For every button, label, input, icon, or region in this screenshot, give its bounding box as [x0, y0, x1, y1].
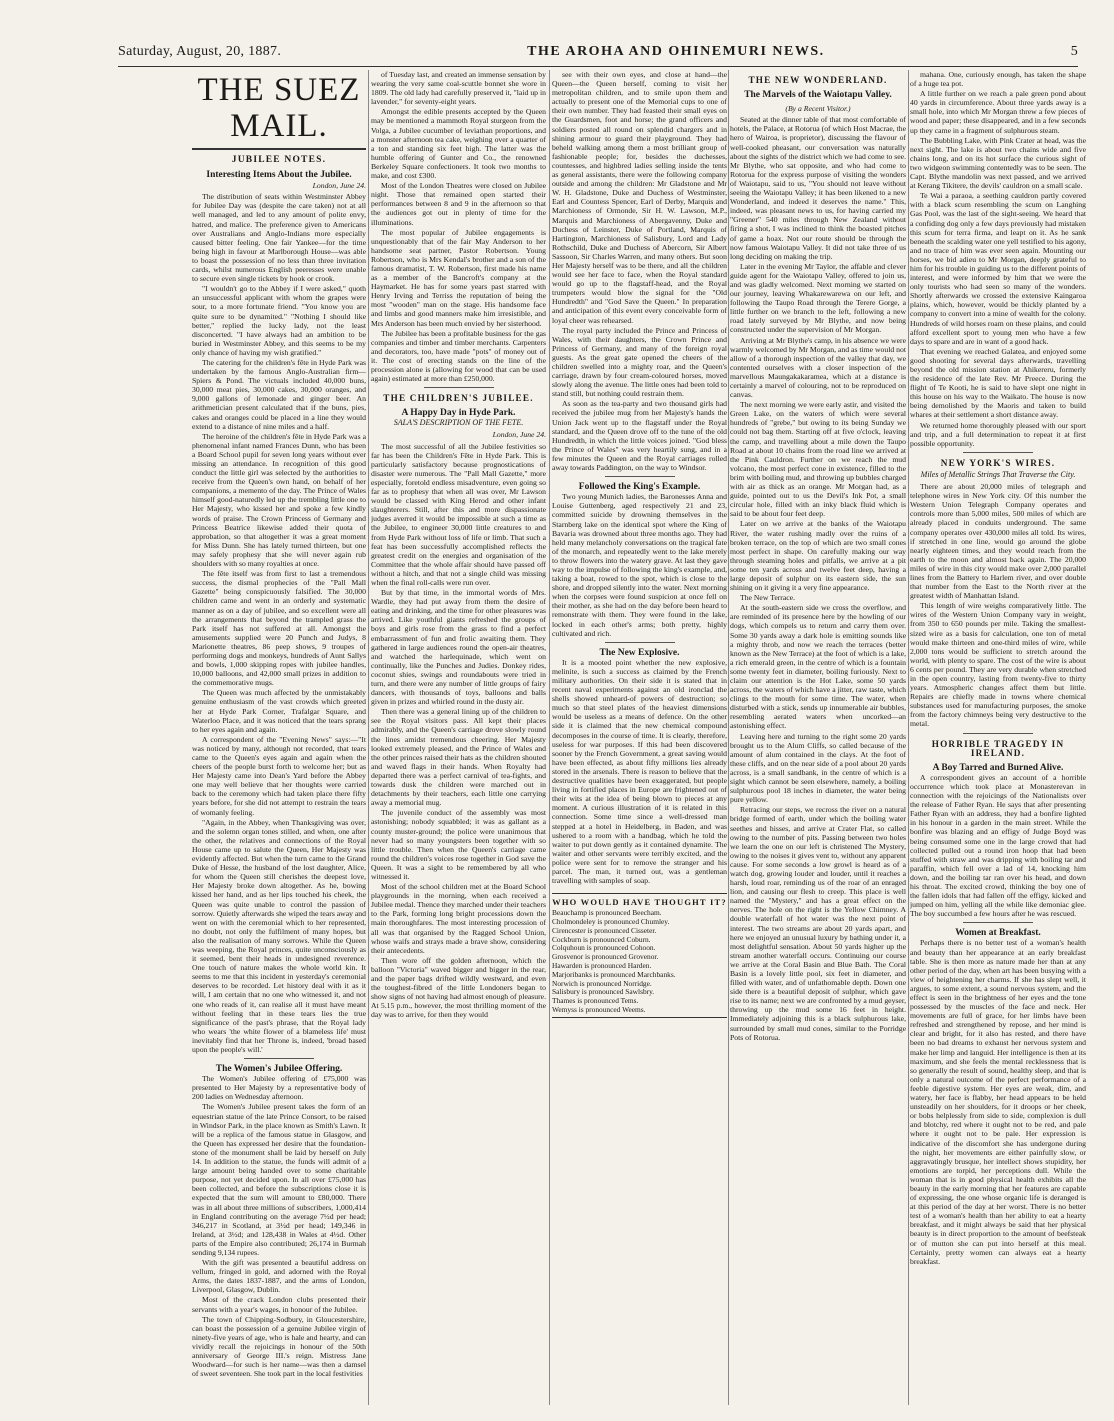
article-body — [910, 773, 1086, 919]
paragraph: Later on we arrive at the banks of the Waiotapu River, the water rushing madly over the ruins of a broken terrace, on the top of which are two small cones most perfect in shape. On carefully making our way through steaming holes and pitfalls, we arrive at a pit some ten yards across and twelve feet deep, having a large deposit of sulphur on its eastern side, the sun shining on it giving it a very fine appearance. — [730, 519, 906, 593]
article-title: THE CHILDREN'S JUBILEE. — [383, 393, 534, 404]
list-item: Cholmondeley is pronounced Chumley. — [552, 917, 670, 927]
article-byline: (By a Recent Visitor.) — [785, 104, 851, 114]
section-rule — [424, 387, 494, 388]
article-body — [552, 658, 727, 885]
paragraph: We returned home thoroughly pleased with our sport and trip, and a full determination to repeat it at first possible opportunity. — [910, 420, 1086, 448]
article-title: The Women's Jubilee Offering. — [215, 1064, 343, 1075]
list-item: Salisbury is pronounced Sawlsbry. — [552, 987, 655, 997]
paragraph: At the south-eastern side we cross the overflow, and are reminded of its presence here by the howling of our dogs, which compels us to return and carry them over. Some 30 yards away a dark hole is emitting sounds like a mighty throb, and now we reach the terraces (better known as the New Terrace) at the foot of which is a lake, a rich emerald green, in the centre of which is a fountain some twenty feet in diameter, boiling furiously. Next to claim our attention is the Hot Lake, some 50 yards across, the waters of which have a jitter, raw taste, which clings to the mouth for some time. The water, when disturbed with a stick, sends up innumerable air bubbles, resembling aerated waters when uncorked—an astonishing effect. — [730, 603, 906, 731]
paragraph: The most successful of all the Jubilee festivities so far has been the Children's Fête in Hyde Park. This is particularly satisfactory because prognostications of disaster were numerous. The "Pall Mall Gazette," more especially, foretold endless misadventure, even going so far as to prophesy that when all was over, Mr Lawson would be classed with King Herod and other infant slaughterers. Still, after this and more dispassionate judges averred it would be impossible at such a time as the Jubilee, to engineer 30,000 little creatures to and from Hyde Park without loss of life or limb. That such a feat has been successfully accomplished reflects the greatest credit on the energies and organisation of the Committee that the whole affair should have passed off without a hitch, and that not a single child was missing when the final roll-calls were run over. — [371, 441, 546, 587]
column-1 — [192, 70, 366, 1405]
column-5 — [910, 70, 1086, 1405]
paragraph: of Tuesday last, and created an immense sensation by wearing the very same coal-scuttle bonnet she wore in 1809. The old lady had carefully preserved it, "laid up in lavender," for seventy-eight years. — [371, 70, 546, 107]
list-item: Cockburn is pronounced Coburn. — [552, 934, 651, 944]
paragraph: The most popular of Jubilee engagements is unquestionably that of the fair May Anderson to her handsome seat partner, Pastor Robertson. Young Robertson, who is Mrs Kendal's brother and a son of the famous dramatist, T. W. Robertson, first made his name as a member of the Bancroft's company at the Haymarket. He has for some years past starred with Henry Irving and Terriss the reputation of being the most "wooden" man on the stage. His handsome face and limbs and good manners make him irresistible, and Mrs Anderson has been much envied by her sisterhood. — [371, 227, 546, 328]
article-title: Women at Breakfast. — [955, 928, 1041, 939]
section-rule — [244, 1058, 314, 1059]
paragraph: "Again, in the Abbey, when Thanksgiving was over, and the solemn organ tones stilled, and when, one after the other, the relatives and connections of the Royal House came up to salute the Queen, Her Majesty was evidently affected. But when the turn came to the Grand Duke of Hesse, the husband of the lost daughter, Alice, for whom the Queen still cherishes the deepest love, Her Majesty broke down altogether. As he, bowing kissed her hand, and as her lips touched his cheek, the Queen was quite unable to control the passion of sorrow. Quietly afterwards she wiped the tears away and went on with the ceremonial which to her represented, no doubt, not only the fulfilment of many hopes, but also the realisation of many sorrows. While the Queen was weeping, the Royal princes, quite unconsciously as it seemed, bent their heads in undesigned reverence. One touch of nature makes the whole world kin. It seems to me that this incident in yesterday's ceremonial deserves to be recorded. Let history deal with it as it will, I am certain that no one who witnessed it, and not one who reads of it, can realise all it must have meant without feeling that in these tears lies the true significance of the past's phrase, that the Royal lady who wears 'the white flower of a blameless life' must inevitably find that her Throne is, indeed, 'broad based upon the people's will.' — [192, 817, 366, 1054]
section-rule — [963, 452, 1033, 453]
paragraph: The Jubilee has been a profitable business for the gas companies and timber and timber merchants. Carpenters and decorators, too, have made "pots" of money out of it. The cost of erecting stands on the line of the procession alone is (allowing for wood that can be used again) estimated at more than £250,000. — [371, 328, 546, 384]
paragraph: Te Wai a paraoa, a seething cauldron partly covered with a black scum resembling the scum on Langhing Gas Pool, was the last of the sight-seeing. We heard that a confiding dog only a few days previously had mistaken this scum for terra firma, and leapt on it. As he sank beneath the scalding water one yell testified to his agony, and no trace of him was ever seen again. Mounting our horses, we bid adieu to Mr Morgan, deeply grateful to him for his trouble in guiding us to the different points of interest, and were informed by him that we were the only tourists who had seen so many of the wonders. Shortly afterwards we crossed the extensive Kaingaroa plains, which, however, would be thickly planted by a company to convert into a mine of wealth for the colony. Hundreds of wild horses roam on these plains, and could afford excellent sport to young men who have a few days to spare and are in want of a good hack. — [910, 191, 1086, 346]
paragraph: Then there was a general lining up of the children to see the Royal visitors pass. All kept their places admirably, and the Queen's carriage drove slowly round the lines amidst tremendous cheering. Her Majesty looked extremely pleased, and the Prince of Wales and the other princes raised their hats as the children shouted and waved flags in their hands. When Royalty had departed there was a perfect carnival of tea-fights, and towards dusk the children were marched out in detachments by their teachers, each little one carrying away a memorial mug. — [371, 707, 546, 808]
article-title: NEW YORK'S WIRES. — [940, 457, 1056, 468]
list-item: Cirencester is pronounced Cisseter. — [552, 925, 657, 935]
paragraph: Perhaps there is no better test of a woman's health and beauty than her appearance at an early breakfast table. She is then more as nature made her than at any other period of the day, when art has been busying with a view of heightening her charms. If she has slept well, it argues, to some extent, a sound nervous system, and the effect is seen in the brightness of her eyes and the tone possessed by the muscles of the face and neck. Her movements are full of grace, for her limbs have been refreshed and strengthened by repose, and her mind is clear and bright, for it also has rested, and there have been no bad dreams to exhaust her nervous system and make her limp and languid. Her intelligence is then at its maximum, and she feels the mental recklessness that is so generally the result of sound, healthy sleep, and that is only a natural outcome of the perfect performance of a feeble digestive system. Her eyes are weak, dim, and watery, her face is flabby, her head appears to be held unsteadily on her shoulders, for it droops or her cheek, or bobs helplessly from side to side, complexion is dull and blotchy, red where it ought not to be red, and pale where it ought not to be pale. Her expression is indicative of the discomfort she has undergone during the night, her movements are either painfully slow, or aggravatingly brusque, her intellect shows stupidity, her emotions are torpid, her perceptions dull. While the woman that is in good physical health exhibits all the beauty in the early morning that her features are capable of expressing, the one whose organic life is deranged is at this period of the day at her worst. There is no better test of a woman's health than her ability to eat a hearty breakfast, and it might always be said that her physical beauty is in direct proportion to the amount of beefsteak or of mutton she can put into herself at this meal. Certainly, pretty women can always eat a hearty breakfast. — [910, 938, 1086, 1266]
box-title: WHO WOULD HAVE THOUGHT IT? — [552, 897, 727, 908]
paragraph: Then wore off the golden afternoon, which the balloon "Victoria" waved bigger and bigger in the rear, and the paper bags drifted wildly westward, and even the toughest-fibred of the little Londoners began to show signs of not having had almost enough of pleasure. At 5.15 p.m., however, the most thrilling moment of the day was to arrive, for then they would — [371, 955, 546, 1020]
paragraph: The catering for the children's fête in Hyde Park was undertaken by the famous Anglo-Australian firm—Spiers & Pond. The victuals included 40,000 buns, 30,000 meat pies, 30,000 cakes, 30,000 oranges, and 9,000 gallons of lemonade and ginger beer. An arithmetician present calculated that if the buns, pies, cakes and oranges could be placed in a line they would extend to a distance of nine miles and a half. — [192, 357, 366, 431]
paragraph: There are about 20,000 miles of telegraph and telephone wires in New York city. Of this number the Western Union Telegraph Company operates and controls more than 5,000 miles, 500 miles of which are already placed in conduits underground. The same company operates over 430,000 miles all told. Its wires, if stretched in one line, would go around the globe nearly eighteen times, and they would reach from the earth to the moon and almost back again. The 20,000 miles of wire in this city would make over 2,000 parallel lines from the Battery to Harlem river, and over double that number from the East to the North river at the greatest width of Manhattan Island. — [910, 482, 1086, 601]
article-dateline: London, June 24. — [312, 181, 366, 191]
article-headline: Miles of Metallic Strings That Traverse the City. — [920, 469, 1076, 479]
article-body — [192, 192, 366, 1054]
list-item: Colquhoun is pronounced Cohoon. — [552, 943, 656, 953]
section-rule — [963, 922, 1033, 923]
paragraph: Two young Munich ladies, the Baronesses Anna and Louise Guttenberg, aged respectively 21 and 23, committed suicide by drowning themselves in the Starnberg lake on the identical spot where the King of Bavaria was drowned about three months ago. They had held many melancholy conversations on the tragical fate of the monarch, and repeatedly went to the lake merely to throw flowers into the watery grave. At last they gave way to the impulse of following the king's example, and, taking a boat, rowed to the spot, which is close to the shore, and dropped silently into the water. Next morning when the corpses were found suspicion at once fell on their mother, as she had on the day before been heard to remonstrate with them. They were found in the lake, locked in each other's arms; both pretty, highly cultivated and rich. — [552, 492, 727, 638]
column-2 — [371, 70, 546, 1405]
paragraph: The New Terrace. — [740, 593, 796, 603]
page-number: 5 — [1070, 44, 1078, 59]
paragraph: A correspondent gives an account of a horrible occurrence which took place at Monasterevan in connection with the rejoicings of the Nationalists over the release of Father Ryan. He says that after presenting Father Ryan with an address, they had a bonfire lighted in his honour in a garden in the main street. While the bonfire was blazing and an effigy of Judge Boyd was being consumed some one in the large crowd that had collected pulled out a round iron hoop that had been stuffed with straw and was dripping with boiling tar and paraffin, which fell over a lad of 14, knocking him down, and the boiling tar ran over his head, and down his throat. The excited crowd, thinking the boy one of the fallen idols that had fallen off the effigy, kicked and jumped on him, yelling all the while like demoniac glee. The boy succumbed a few hours after he was rescued. — [910, 772, 1086, 919]
pronunciation-box — [552, 893, 727, 1018]
article-title: Followed the King's Example. — [578, 482, 701, 493]
article-deck: SALA'S DESCRIPTION OF THE FETE. — [393, 418, 524, 428]
paragraph: The Queen was much affected by the unmistakably genuine enthusiasm of the vast crowds which greeted her at Hyde Park Corner, Trafalgar Square, and Waterloo Place, and it was noticed that the tears sprang to her eyes again and again. — [192, 688, 366, 734]
paragraph: But by that time, in the immortal words of Mrs. Wardle, they had put away from them the desire of eating and drinking, and the time for other pleasures was arrived. Like youthful giants refreshed the groups of boys and girls rose from the grass to find a perfect embarrassment of fun and frolic awaiting them. They gathered in large audiences round the open-air theatres, and watched the harlequinade, which went on continually, like the Punches and Judies. Donkey rides, coconut shies, swings and roundabouts were tried in turn, and there were any number of little groups of fairy dancers, with thousands of toys, balloons and balls given in prizes and whirled round in the dusty air. — [371, 588, 546, 707]
paragraph: Retracing our steps, we recross the river on a natural bridge formed of earth, under which the boiling water seethes and hisses, and arrive at Crater Flat, so called owing to the number of pits. Passing between two holes we learn the one on our left is christened The Mystery, owing to the noises it gives vent to, without any apparent cause. For some seconds a low growl is heard as of a watch dog, growing louder and louder, until it reaches a harsh, loud roar, reminding us of the roar of an enraged lion, and causing our flesh to creep. This place is well named the "Mystery," and has a great effect on the nerves. The hole on the right is the Yellow Chimney. A double waterfall of hot water was the next point of interest. The two streams are about 20 yards apart, and here we enjoyed an unusual luxury by bathing under it, a most delightful sensation. About 50 yards higher up the stream another waterfall occurs. Continuing our course we arrive at the Coral Basin and Blue Bath. The Coral Basin is a lovely little pool, six feet in diameter, and filled with water, and of unfathomable depth. Down one side there is a beautiful deposit of sulphur, which gave rise to its name; next we are confronted by a mud geyser, throwing up the mud some 16 feet in height. Immediately adjoining this is a black sulphurous lake, surrounded by small mud cones, similar to the Porridge Pots of Rotorua. — [730, 805, 906, 1042]
list-item: Norwich is pronounced Norridge. — [552, 978, 652, 988]
section-rule — [605, 642, 675, 643]
section-rule — [963, 733, 1033, 734]
column-rule — [728, 70, 729, 1405]
article-title: HORRIBLE TRAGEDY IN IRELAND. — [931, 738, 1065, 758]
column-4 — [730, 70, 906, 1405]
paragraph: The town of Chipping-Sodbury, in Gloucestershire, can boast the possession of a genuine Jubilee virgin of ninety-five years of age, who is hale and hearty, and can vividly recall the rejoicings in honour of the 50th anniversary of George III.'s reign. Mistress Jane Woodward—for such is her name—was then a damsel of sweet seventeen. She took part in the local festivities — [192, 1314, 366, 1379]
paragraph: Most of the crack London clubs presented their servants with a year's wages, in honour of the Jubilee. — [192, 1295, 366, 1314]
page-header — [118, 44, 1078, 64]
paragraph: The juvenile conduct of the assembly was most astonishing; nobody squabbled; it was as gallant as a county muster-ground; the police were unanimous that never had so many youngsters been together with so little trouble. Then when the Queen's carriage came round the children's voices rose together in God save the Queen. It was a sight to be remembered by all who witnessed it. — [371, 808, 546, 881]
paragraph: A correspondent of the "Evening News" says:—"It was noticed by many, although not recorded, that tears came to the Queen's eyes again and again when the cheers of the people burst forth to welcome her; but as Her Majesty came into Dean's Yard before the Abbey one may well believe that her thoughts were carried back to the ceremony which had taken place there fifty years before, for she did not attempt to restrain the tears of womanly feeling. — [192, 734, 366, 817]
paragraph: Leaving here and turning to the right some 20 yards brought us to the Alum Cliffs, so called because of the amount of alum contained in the clays. At the foot of these cliffs, and on the near side of a pool about 20 yards across, is a small sandbank, in the centre of which is a sight which cannot be seen elsewhere, namely, a boiling sulphurous pool 18 inches in diameter, the water being pure yellow. — [730, 731, 906, 805]
paragraph: Arriving at Mr Blythe's camp, in his absence we were warmly welcomed by Mr Morgan, and as time would not allow of a thorough inspection of the valley that day, we contented ourselves with a closer inspection of the marvellous Maungakakaramea, which at a distance is certainly a marvel of colouring, not to be reproduced on canvas. — [730, 335, 906, 400]
paragraph: As soon as the tea-party and two thousand girls had received the jubilee mug from her Majesty's hands the Union Jack went up to the flagstaff under the Royal standard, and the Queen drove off to the tune of the old Hundredth, in which the little voices joined. "God bless the Prince of Wales" was very heartily sung, and in a few minutes the Queen and the Royal carriages rolled away towards Paddington, on the way to Windsor. — [552, 399, 727, 473]
paragraph: Most of the school children met at the Board School playgrounds in the morning, when each received a Jubilee medal. Thence they marched under their teachers to the Park, forming long bright processions down the main thoroughfares. The most interesting procession of all was that organised by the Ragged School Union, whose waifs and strays made a brave show, considering their antecedents. — [371, 882, 546, 955]
article-title: JUBILEE NOTES. — [231, 155, 327, 165]
article-headline: Interesting Items About the Jubilee. — [206, 170, 352, 181]
article-title: THE NEW WONDERLAND. — [748, 75, 888, 85]
paragraph: see with their own eyes, and close at hand—the Queen—the Queen herself, coming to visit her metropolitan children, and to smile upon them and actually to present one of the Memorial cups to one of their own number. They had feasted their small eyes on the Guardsmen, foot and horse; the grand officers and soldiers posted all round on splendid chargers and in shining armour to guard their playground. They had beheld walking among them a most brilliant group of fashionable people; for, besides the duchesses, countesses, and highbred ladies selling inside the tents as general assistants, there were the following company outside and among the children: Mr Gladstone and Mr W. H. Gladstone, Duke and Duchess of Westminster, Earl and Countess Spencer, Earl of Derby, Marquis and Marchioness of Ormonde, Sir H. W. Lawson, M.P., Marquis and Marchioness of Abergavenny, Duke and Duchess of Leinster, Duke of Portland, Marquis of Hartington, Marchioness of Salisbury, Lord and Lady Rothschild, Duke and Duchess of Abercorn, Sir Albert Sassoon, Sir Charles Warren, and many others. But soon Her Majesty herself was to be there, and all the children would see her face to face, when the Royal standard would go up to the flagstaff-head, and the Royal trumpeters would blow the signal for the "Old Hundredth" and "God Save the Queen." In preparation and anticipation of this event every conceivable form of loyal cheer was rehearsed. — [552, 70, 727, 325]
paragraph: The Women's Jubilee offering of £75,000 was presented to Her Majesty by a representative body of 200 ladies on Wednesday afternoon. — [192, 1074, 366, 1102]
paragraph: The Bubbling Lake, with Pink Crater at head, was the next sight. The lake is about two chains wide and five chains long, and on its hot surface the curious sight of two widgeon swimming contentedly was to be seen. The Capt. Blythe mandolin was next passed, and we arrived at Kerang Tikitere, the devils' cauldron on a small scale. — [910, 135, 1086, 191]
article-dateline: London, June 24. — [492, 430, 546, 440]
list-item: Beauchamp is pronounced Beecham. — [552, 908, 662, 918]
article-body — [552, 492, 727, 638]
list-item: Thames is pronounced Tems. — [552, 996, 639, 1006]
article-body — [910, 70, 1086, 448]
column-rule — [368, 70, 369, 1405]
paragraph: mahana. One, curiously enough, has taken the shape of a huge tea pot. — [910, 70, 1086, 89]
section-rule — [605, 476, 675, 477]
article-body — [910, 482, 1086, 729]
paragraph: The next morning we were early astir, and visited the Green Lake, on the waters of which were several hundreds of "grebe," but owing to its being Sunday we could not bag them. Starting off at five o'clock, leaving the camp, and travelling about a mile down the Taupo Road at about 10 chains from the road line we arrived at the Pink Cauldron. Further on we reach the mud volcano, the most perfect cone in existence, filled to the brim with boiling mud, and throwing up bubbles charged with air as thick as an orange. Mr Morgan had, as a guide, pointed out to us the Devil's Ink Pot, a small circular hole, filled with an inky black fluid which is said to be about four feet deep. — [730, 400, 906, 519]
column-rule — [908, 70, 909, 1405]
paragraph: With the gift was presented a beautiful address on vellum, fringed in gold, and adorned with the Royal Arms, the dates 1837-1887, and the arms of London, Liverpool, Glasgow, Dublin. — [192, 1258, 366, 1295]
list-item: Wemyss is pronounced Weems. — [552, 1005, 646, 1015]
list-item: Grosvenor is pronounced Grovenor. — [552, 952, 659, 962]
article-title: The New Explosive. — [599, 647, 680, 658]
article-headline: A Happy Day in Hyde Park. — [401, 408, 516, 419]
article-headline: The Marvels of the Waiotapu Valley. — [744, 90, 892, 101]
paragraph: That evening we reached Galatea, and enjoyed some good shooting for several days afterwards, travelling beyond the old mission station at Ahikereru, formerly the residence of the late Rev. Mr Preece. During the flight of Te Kooti, he is said to have slept one night in this house on his way to the Waikato. The house is now being demolished by the Maoris and taken to build whares at their settlement a short distance away. — [910, 346, 1086, 420]
article-body — [371, 442, 546, 1020]
paragraph: This length of wire weighs comparatively little. The wires of the Western Union Company vary in weight, from 350 to 650 pounds per mile. Taking the smallest-sized wire as a basis for calculation, one ton of metal would make thirteen and one-third miles of wire, while 2,000 tons would be sufficient to stretch around the world, with plenty to spare. The cost of the wire is about 6 cents per pound. They are very durable when stretched in the open country, lasting from twenty-five to thirty years. Atmospheric changes affect them but little. Repairs are chiefly made in towns where chemical substances used for manufacturing purposes, the smoke from the factory chimneys being very destructive to the metal. — [910, 601, 1086, 729]
newspaper-title: THE AROHA AND OHINEMURI NEWS. — [527, 44, 825, 59]
issue-date: Saturday, August, 20, 1887. — [118, 44, 282, 59]
paragraph: The distribution of seats within Westminster Abbey for Jubilee Day was (despite the care taken) not at all well managed, and led to any amount of polite envy, hatred, and malice. The preference given to Americans over Australians and Anglo-Indians more especially caused bitter feeling. One fair Yankee—for the time being high in favour at Marlborough House—was able to boast the possession of no less than three invitation cards, whilst numerous English peeresses were unable to secure even single tickets by hook or crook. — [192, 192, 366, 284]
paragraph: The heroine of the children's fête in Hyde Park was a phenomenal infant named Frances Dunn, who has been a Board School pupil for seven long years without ever missing an attendance. In recognition of this good conduct the little girl was selected by the authorities to receive from the Queen's own hand, on behalf of her companions, a memento of the day. The Prince of Wales himself good-naturedly led up the trembling little one to Her Majesty, who kissed her and spoke a few kindly words of praise. The Crown Princess of Germany and Princess Beatrice likewise added their quota of approbation, so that altogether it was a great moment for Miss Dunn. She has lately turned thirteen, but one may safely prophesy that she will never again rub shoulders with so many royalties at once. — [192, 431, 366, 569]
section-masthead: THE SUEZ MAIL. — [192, 72, 366, 150]
paragraph: Seated at the dinner table of that most comfortable of hotels, the Palace, at Rotorua (of which Host Macrae, the hero of Wairoa, is proprietor), discussing the flavour of well-cooked pheasant, our conversation was naturally about the sights of the district which we had come to see. Mr Blythe, who sat opposite, and who had come to Rotorua for the express purpose of visiting the wonders of Waiotapu, said to us, "You should not leave without seeing the Waiotapu Valley; it has been likened to a new Wonderland, and indeed it deserves the name." This, indeed, was pleasant news to us, for having carried my "Greener" 540 miles through New Zealand without firing a shot, I was inclined to think the boasted pitches of game a hoax. Not our route should be through the now famous Waiotapu Valley. It did not take three of us long deciding on making the trip. — [730, 115, 906, 261]
paragraph: The Women's Jubilee present takes the form of an equestrian statue of the late Prince Consort, to be raised in Windsor Park, in the place known as Smith's Lawn. It will be a replica of the famous statue in Glasgow, and the Queen has expressed her desire that the foundation-stone of the monument shall be laid by herself on July 14. In addition to the statue, the funds will admit of a large amount being handed over to some charitable purpose, not yet decided upon. In all over £75,000 has been collected, and before the subscriptions close it is expected that the sum will amount to £80,000. There was in all about three millions of subscribers, 1,000,414 in England contributing on the average 7½d per head; 346,217 in Scotland, at 3½d per head; 149,346 in Ireland, at 3½d; and 128,438 in Wales at 4½d. Other parts of the Empire also contributed; 26,174 in Burmah sending 9,134 rupees. — [192, 1102, 366, 1257]
article-headline: A Boy Tarred and Burned Alive. — [932, 762, 1064, 773]
paragraph: The fête itself was from first to last a tremendous success, the dismal prophecies of the "Pall Mall Gazette" being conspicuously falsified. The 30,000 children came and went in an orderly and systematic manner as on a day of jubilee, and so excellent were all the arrangements that beyond the trampled grass the Park itself has not suffered at all. Amongst the amusements supplied were 20 Punch and Judys, 8 Marionette theatres, 86 peep shows, 9 troupes of performing dogs and monkeys, hundreds of Aunt Sallys and bowls, 1,000 skipping ropes with jubilee handles, 10,000 balloons, and 42,000 small prizes in addition to the commemorative mugs. — [192, 569, 366, 688]
paragraph: The royal party included the Prince and Princess of Wales, with their daughters, the Crown Prince and Princess of Germany, and many of the foreign royal guests. As the great gate opened the cheers of the children swelled into a mighty roar, and the Queen's carriage, drawn by four cream-coloured horses, moved slowly along the avenue. The little ones had been told to stand still, but nothing could restrain them. — [552, 325, 727, 399]
article-body — [552, 70, 727, 472]
article-body — [730, 115, 906, 1041]
paragraph: Most of the London Theatres were closed on Jubilee night. Those that remained open started their performances between 8 and 9 in the afternoon so that the audiences got out in plenty of time for the illuminations. — [371, 181, 546, 227]
list-item: Marjoribanks is pronounced Marchbanks. — [552, 969, 676, 979]
article-body — [192, 1074, 366, 1378]
column-3 — [552, 70, 727, 1405]
article-body — [371, 70, 546, 383]
paragraph: Later in the evening Mr Taylor, the affable and clever guide agent for the Waiotapu Valley, offered to join us, and was gladly welcomed. Next morning we started on our journey, leaving Whakarewarewa on our left, and following the Taupo Road through the Terere Gorge, a little further on we branch to the left, following a new road lately surveyed by Mr Blythe, and now being constructed under the supervision of Mr Morgan. — [730, 261, 906, 335]
list-item: Hawarden is pronounced Harden. — [552, 961, 652, 971]
header-rule — [118, 66, 1078, 67]
paragraph: "I wouldn't go to the Abbey if I were asked," quoth an unsuccessful applicant with whom the grapes were sour, to a more fortunate friend. "You know you are quite sure to be dynamited." "Nothing I should like better," replied the lucky lady, not the least disconcerted. "I have always had an ambition to be buried in Westminster Abbey, and this seems to be my only chance of having my wish gratified." — [192, 284, 366, 357]
column-rule — [549, 70, 550, 1405]
paragraph: It is a mooted point whether the new explosive, melinite, is such a success as claimed by the French military authorities. On their side it is stated that in recent naval experiments against an old ironclad the shells showed unheard-of powers of destruction; so much so that steel plates of the heaviest dimensions would be useless as a means of defence. On the other side it is claimed that the new chemical compound decomposes in the course of time. It is clearly, therefore, useless for war purposes. If this had been discovered sooner by the French Government, a great saving would have been effected, as about fifty millions lies already stored in the arsenals. There is reason to believe that the destructive qualities have been exaggerated, but people living in fortified places in Europe are frightened out of their wits at the idea of being blown to pieces at any moment. A curious illustration of it is related in this connection. Some time since a well-dressed man stepped at a hotel in Heidelberg, in Baden, and was ushered to a room with a handbag, which he told the waiter to put down gently as it contained dynamite. The waiter and other servants were terribly excited, and the police were sent for to remove the stranger and his parcel. The man, it turned out, was a gentleman travelling with samples of soap. — [552, 657, 727, 886]
pronunciation-list — [552, 909, 727, 1015]
paragraph: Amongst the edible presents accepted by the Queen may be mentioned a mammoth Royal sturgeon from the Volga, a Jubilee cucumber of leviathan proportions, and a monster afternoon tea cake, weighing over a quarter of a ton and standing six feet high. The latter was the humble offering of Gunter and Co., the renowned Berkeley Square confectioners. It took two months to make, and cost £300. — [371, 107, 546, 181]
paragraph: A little further on we reach a pale green pond about 40 yards in circumference. About three yards away is a small hole, into which Mr Morgan threw a few pieces of wood and paper; these disappeared, and in a few seconds up they came in a fragment of sulphurous steam. — [910, 89, 1086, 135]
article-body — [910, 938, 1086, 1265]
